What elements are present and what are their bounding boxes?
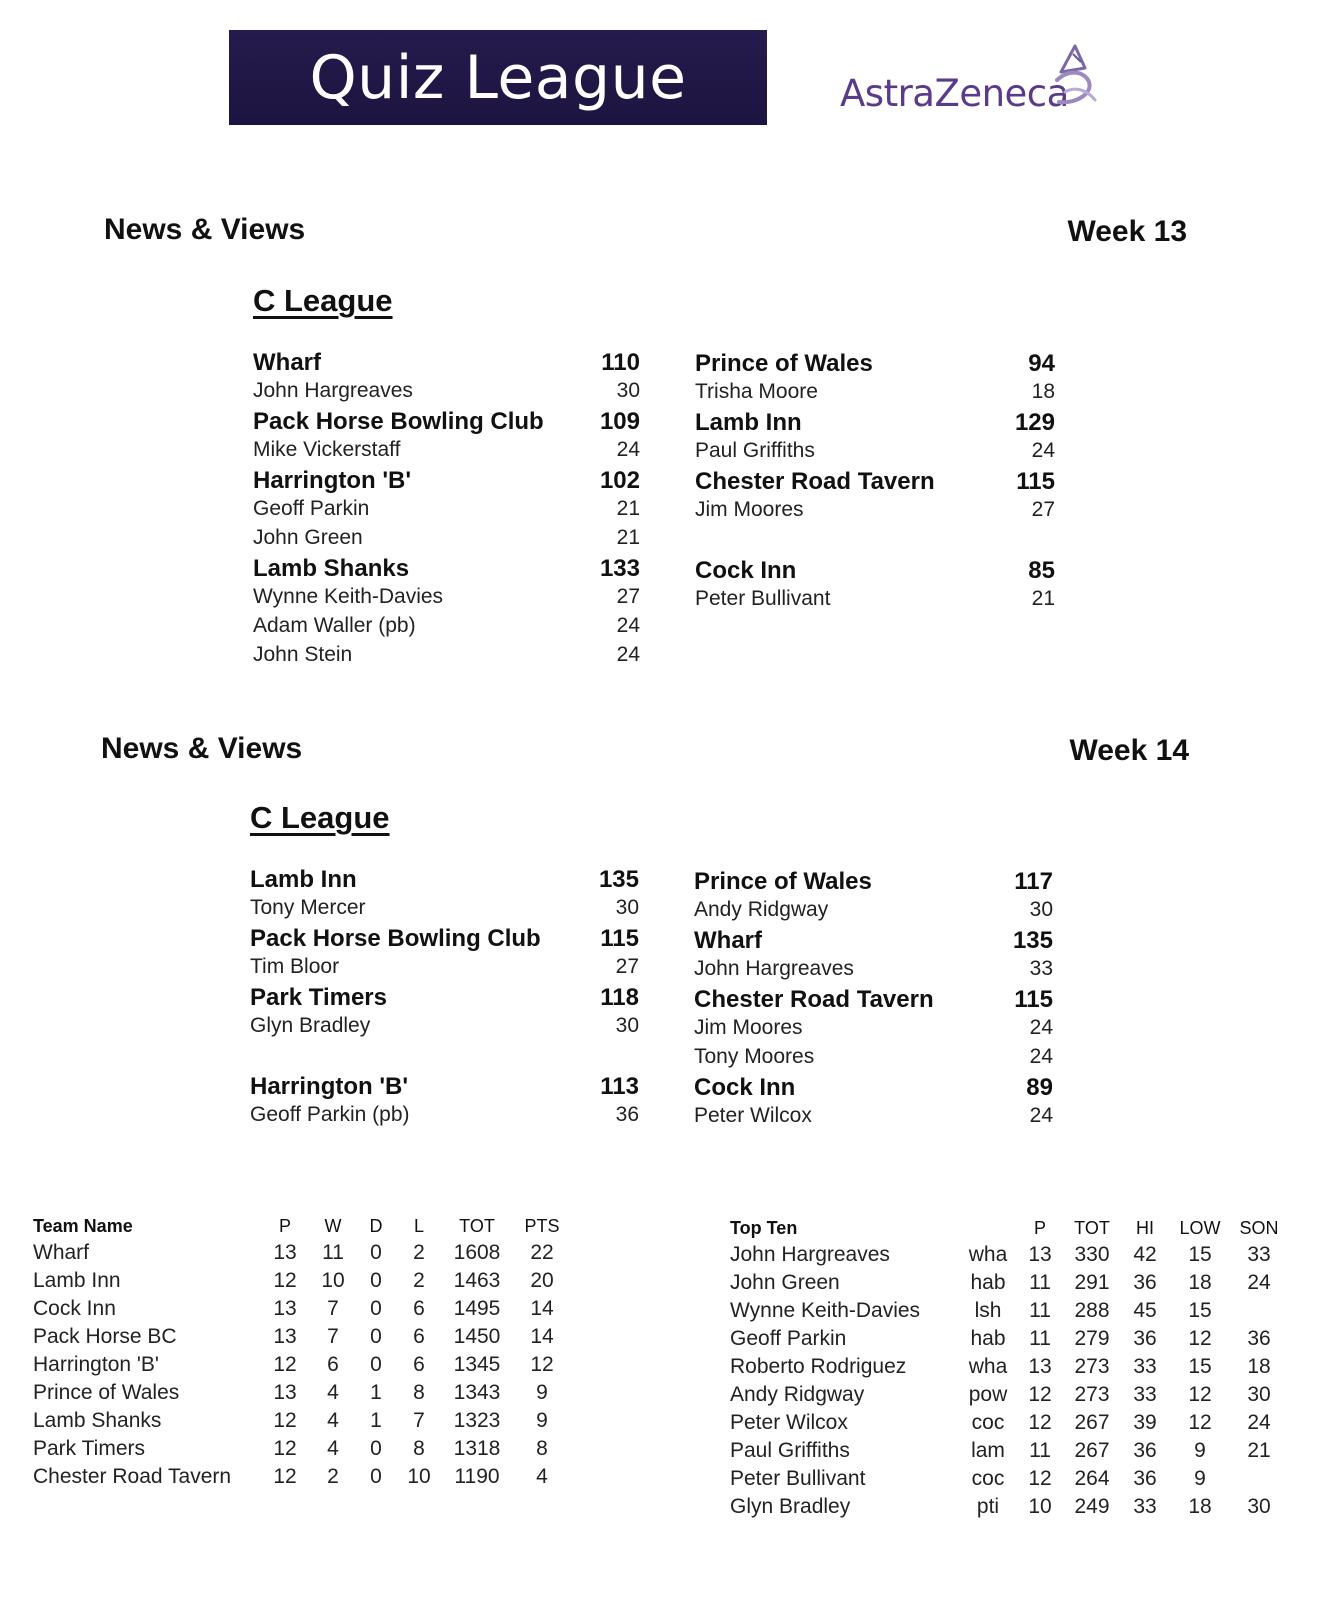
col-team-code [962,1215,1014,1241]
team-score: 118 [600,984,639,1011]
team-score: 117 [1014,868,1053,895]
player-score: 30 [616,379,640,402]
col-points: PTS [524,1215,560,1236]
played: 13 [273,1381,297,1404]
played: 12 [1028,1411,1052,1434]
player-score: 21 [616,526,640,549]
lost: 8 [413,1437,425,1460]
team-name: Pack Horse Bowling Club [253,408,544,435]
player-name: Jim Moores [694,1016,803,1039]
player-score: 24 [1029,1045,1053,1068]
astrazeneca-logo [840,42,1110,122]
low: 12 [1188,1327,1212,1350]
total: 1343 [453,1381,501,1404]
team-name: Prince of Wales [694,868,872,895]
team-code: coc [971,1467,1005,1490]
col-total: TOT [459,1215,495,1236]
total: 1190 [454,1465,500,1488]
high: 42 [1133,1243,1157,1266]
top-ten-header-row [730,1215,1290,1241]
team-score: 115 [1016,468,1055,495]
played: 13 [1028,1355,1052,1378]
team-score: 85 [1028,557,1055,584]
points: 22 [530,1241,554,1264]
team-name: Harrington 'B' [250,1073,409,1100]
top-ten-row [730,1325,1290,1353]
drawn: 0 [370,1325,382,1348]
player-score-row [250,955,639,984]
team-name: Chester Road Tavern [695,468,935,495]
col-total: TOT [1074,1217,1110,1238]
low: 9 [1194,1467,1206,1490]
team-result-row [695,557,1055,587]
drawn: 1 [370,1409,382,1432]
points: 4 [536,1465,548,1488]
col-played: P [278,1215,291,1236]
week13-week-label: Week 13 [1067,215,1187,248]
league-standings-table [33,1213,573,1491]
total: 279 [1074,1327,1110,1350]
son: 18 [1247,1355,1271,1378]
team-name: Lamb Shanks [33,1409,162,1432]
son: 21 [1247,1439,1271,1462]
drawn: 0 [370,1269,382,1292]
player-score: 36 [615,1103,639,1126]
standings-row [33,1379,573,1407]
low: 18 [1188,1271,1212,1294]
team-score: 135 [1012,927,1053,954]
player-score-row [694,1045,1053,1074]
player-name: Tony Moores [694,1045,815,1068]
total: 288 [1074,1299,1110,1322]
son: 30 [1247,1495,1271,1518]
team-name: Pack Horse BC [33,1325,177,1348]
player-name: John Green [253,526,363,549]
player-name: Glyn Bradley [730,1495,851,1518]
team-name: Lamb Inn [250,866,357,893]
player-score-row [253,614,640,643]
team-score: 133 [599,555,640,582]
week13-left-results [253,349,640,672]
title-banner [229,30,767,125]
col-low: LOW [1179,1217,1221,1238]
played: 12 [1028,1467,1052,1490]
top-ten-row [730,1465,1290,1493]
player-score-row [695,498,1055,527]
player-name: Roberto Rodriguez [730,1355,907,1378]
high: 36 [1133,1327,1157,1350]
high: 33 [1133,1495,1157,1518]
team-result-row [250,1073,639,1103]
player-score: 24 [1029,1104,1053,1127]
played: 11 [1029,1299,1051,1322]
team-code: hab [970,1327,1006,1350]
player-score: 30 [1029,898,1053,921]
standings-row [33,1463,573,1491]
player-score-row [250,1103,639,1132]
team-code: wha [968,1355,1008,1378]
spacer [250,1043,639,1073]
lost: 10 [407,1465,431,1488]
team-score: 115 [600,925,639,952]
team-name: Wharf [253,349,321,376]
player-name: Jim Moores [695,498,804,521]
total: 1463 [453,1269,501,1292]
son: 24 [1247,1411,1271,1434]
points: 14 [530,1325,554,1348]
son: 30 [1247,1383,1271,1406]
player-score: 27 [616,585,640,608]
player-name: Geoff Parkin [730,1327,847,1350]
son: 24 [1247,1271,1271,1294]
team-name: Cock Inn [33,1297,116,1320]
won: 4 [327,1437,339,1460]
player-score-row [695,587,1055,616]
total: 1318 [453,1437,501,1460]
high: 33 [1133,1383,1157,1406]
top-ten-row [730,1409,1290,1437]
standings-row [33,1323,573,1351]
played: 11 [1029,1439,1051,1462]
team-result-row [694,868,1053,898]
col-won: W [324,1215,342,1236]
team-name: Lamb Shanks [253,555,410,582]
week13-right-results [695,350,1055,616]
player-name: Glyn Bradley [250,1014,371,1037]
player-name: Tim Bloor [250,955,340,978]
player-score: 33 [1029,957,1053,980]
lost: 8 [413,1381,425,1404]
total: 1450 [453,1325,501,1348]
team-name: Prince of Wales [695,350,873,377]
played: 12 [273,1409,297,1432]
team-name: Lamb Inn [695,409,802,436]
week14-right-results [694,868,1053,1133]
week13-section-title: News & Views [104,213,306,246]
col-team-name: Team Name [33,1215,133,1236]
drawn: 0 [370,1353,382,1376]
played: 13 [273,1297,297,1320]
player-score-row [694,898,1053,927]
col-high: HI [1136,1217,1154,1238]
played: 11 [1029,1327,1051,1350]
week13-league-title: C League [253,283,393,318]
total: 1323 [453,1409,501,1432]
won: 4 [327,1409,339,1432]
lost: 6 [413,1297,425,1320]
brand-name: AstraZeneca [840,72,1069,115]
player-name: Andy Ridgway [730,1383,865,1406]
standings-row [33,1351,573,1379]
won: 2 [327,1465,339,1488]
top-ten-row [730,1381,1290,1409]
standings-row [33,1267,573,1295]
team-score: 94 [1028,350,1055,377]
astrazeneca-symbol-icon [1045,42,1105,112]
col-son: SON [1239,1217,1279,1238]
player-score: 24 [616,614,640,637]
total: 1608 [453,1241,501,1264]
player-score: 24 [616,643,640,666]
total: 267 [1074,1411,1110,1434]
played: 13 [273,1241,297,1264]
team-score: 89 [1026,1074,1053,1101]
top-ten-row [730,1241,1290,1269]
player-name: Paul Griffiths [695,439,815,462]
player-score: 24 [1029,1016,1053,1039]
player-name: Geoff Parkin [253,497,370,520]
high: 36 [1133,1439,1157,1462]
team-result-row [694,1074,1053,1104]
player-score: 24 [616,438,640,461]
drawn: 0 [370,1465,382,1488]
team-result-row [250,984,639,1014]
team-score: 109 [599,408,640,435]
player-name: Adam Waller (pb) [253,614,416,637]
player-name: John Green [730,1271,840,1294]
team-name: Prince of Wales [33,1381,180,1404]
player-score-row [694,1016,1053,1045]
drawn: 0 [370,1297,382,1320]
player-name: John Hargreaves [730,1243,890,1266]
week14-section-title: News & Views [101,732,303,765]
team-score: 113 [600,1073,639,1100]
col-played: P [1033,1217,1046,1238]
player-name: John Stein [253,643,353,666]
player-name: Peter Wilcox [694,1104,812,1127]
player-score: 27 [615,955,639,978]
player-score: 30 [615,896,639,919]
played: 12 [273,1269,297,1292]
won: 11 [322,1241,344,1264]
points: 20 [530,1269,554,1292]
col-drawn: D [369,1215,383,1236]
team-result-row [253,467,640,497]
team-code: hab [970,1271,1006,1294]
player-name: Tony Mercer [250,896,366,919]
played: 12 [273,1353,297,1376]
points: 8 [536,1437,548,1460]
col-lost: L [413,1215,424,1236]
player-name: John Hargreaves [694,957,854,980]
team-name: Wharf [694,927,762,954]
drawn: 0 [370,1437,382,1460]
low: 12 [1188,1411,1212,1434]
player-name: Paul Griffiths [730,1439,850,1462]
standings-row [33,1239,573,1267]
col-player-name: Top Ten [730,1217,798,1238]
player-score: 21 [616,497,640,520]
son [1228,1465,1290,1493]
low: 15 [1188,1299,1212,1322]
played: 12 [273,1465,297,1488]
won: 7 [327,1297,339,1320]
player-name: Peter Bullivant [730,1467,866,1490]
total: 273 [1074,1355,1110,1378]
son: 33 [1247,1243,1271,1266]
team-result-row [694,986,1053,1016]
low: 9 [1194,1439,1206,1462]
standings-row [33,1407,573,1435]
lost: 2 [413,1241,425,1264]
team-name: Harrington 'B' [33,1353,159,1376]
team-result-row [695,409,1055,439]
high: 36 [1133,1271,1157,1294]
total: 267 [1074,1439,1110,1462]
spacer [695,527,1055,557]
top-ten-row [730,1437,1290,1465]
points: 9 [536,1381,548,1404]
high: 36 [1133,1467,1157,1490]
team-result-row [250,866,639,896]
player-score-row [253,497,640,526]
team-result-row [695,350,1055,380]
total: 291 [1074,1271,1110,1294]
won: 4 [327,1381,339,1404]
team-name: Park Timers [250,984,387,1011]
team-name: Wharf [33,1241,90,1264]
played: 12 [1028,1383,1052,1406]
low: 18 [1188,1495,1212,1518]
total: 330 [1074,1243,1110,1266]
player-name: Mike Vickerstaff [253,438,401,461]
high: 33 [1133,1355,1157,1378]
player-name: Trisha Moore [695,380,818,403]
son: 36 [1247,1327,1271,1350]
high: 39 [1133,1411,1157,1434]
lost: 7 [413,1409,425,1432]
team-result-row [253,555,640,585]
player-score: 27 [1031,498,1055,521]
team-result-row [695,468,1055,498]
points: 12 [530,1353,554,1376]
team-score: 115 [1014,986,1053,1013]
player-score-row [250,896,639,925]
player-name: Wynne Keith-Davies [253,585,444,608]
won: 7 [327,1325,339,1348]
team-name: Harrington 'B' [253,467,412,494]
team-name: Park Timers [33,1437,146,1460]
player-score-row [694,1104,1053,1133]
week14-week-label: Week 14 [1069,734,1189,767]
team-code: lam [971,1439,1005,1462]
lost: 6 [413,1325,425,1348]
team-name: Chester Road Tavern [33,1465,232,1488]
team-result-row [250,925,639,955]
week14-league-title: C League [250,800,390,835]
team-score: 102 [599,467,640,494]
son [1228,1297,1290,1325]
drawn: 1 [370,1381,382,1404]
high: 45 [1133,1299,1157,1322]
team-score: 135 [598,866,639,893]
low: 15 [1188,1243,1212,1266]
standings-row [33,1435,573,1463]
team-score: 129 [1014,409,1055,436]
standings-row [33,1295,573,1323]
player-name: Geoff Parkin (pb) [250,1103,410,1126]
player-score-row [694,957,1053,986]
drawn: 0 [370,1241,382,1264]
team-result-row [253,349,640,379]
low: 15 [1188,1355,1212,1378]
lost: 2 [413,1269,425,1292]
team-score: 110 [601,349,640,376]
points: 9 [536,1409,548,1432]
top-ten-row [730,1297,1290,1325]
lost: 6 [413,1353,425,1376]
team-code: coc [971,1411,1005,1434]
team-code: lsh [974,1299,1002,1322]
top-ten-row [730,1493,1290,1521]
top-ten-row [730,1353,1290,1381]
team-name: Cock Inn [695,557,797,584]
player-score: 30 [615,1014,639,1037]
player-score-row [253,643,640,672]
player-name: Peter Bullivant [695,587,831,610]
won: 6 [327,1353,339,1376]
total: 1495 [453,1297,501,1320]
player-score-row [253,438,640,467]
total: 273 [1074,1383,1110,1406]
player-score-row [253,585,640,614]
team-name: Pack Horse Bowling Club [250,925,541,952]
player-score-row [253,379,640,408]
player-name: Wynne Keith-Davies [730,1299,921,1322]
total: 1345 [453,1353,501,1376]
player-score: 24 [1031,439,1055,462]
week14-left-results [250,866,639,1132]
player-name: John Hargreaves [253,379,413,402]
points: 14 [530,1297,554,1320]
top-ten-table [730,1215,1290,1521]
team-name: Lamb Inn [33,1269,121,1292]
played: 12 [273,1437,297,1460]
page-title: Quiz League [309,42,687,113]
played: 13 [1028,1243,1052,1266]
team-name: Chester Road Tavern [694,986,934,1013]
player-name: Andy Ridgway [694,898,829,921]
player-name: Peter Wilcox [730,1411,848,1434]
won: 10 [321,1269,345,1292]
team-name: Cock Inn [694,1074,796,1101]
low: 12 [1188,1383,1212,1406]
total: 249 [1074,1495,1110,1518]
total: 264 [1074,1467,1110,1490]
team-result-row [253,408,640,438]
standings-header-row [33,1213,573,1239]
player-score: 18 [1031,380,1055,403]
played: 10 [1028,1495,1052,1518]
team-result-row [694,927,1053,957]
played: 11 [1029,1271,1051,1294]
top-ten-row [730,1269,1290,1297]
player-score-row [253,526,640,555]
player-score-row [250,1014,639,1043]
team-code: pow [968,1383,1008,1406]
player-score: 21 [1031,587,1055,610]
team-code: pti [976,1495,1000,1518]
player-score-row [695,380,1055,409]
played: 13 [273,1325,297,1348]
player-score-row [695,439,1055,468]
team-code: wha [968,1243,1008,1266]
